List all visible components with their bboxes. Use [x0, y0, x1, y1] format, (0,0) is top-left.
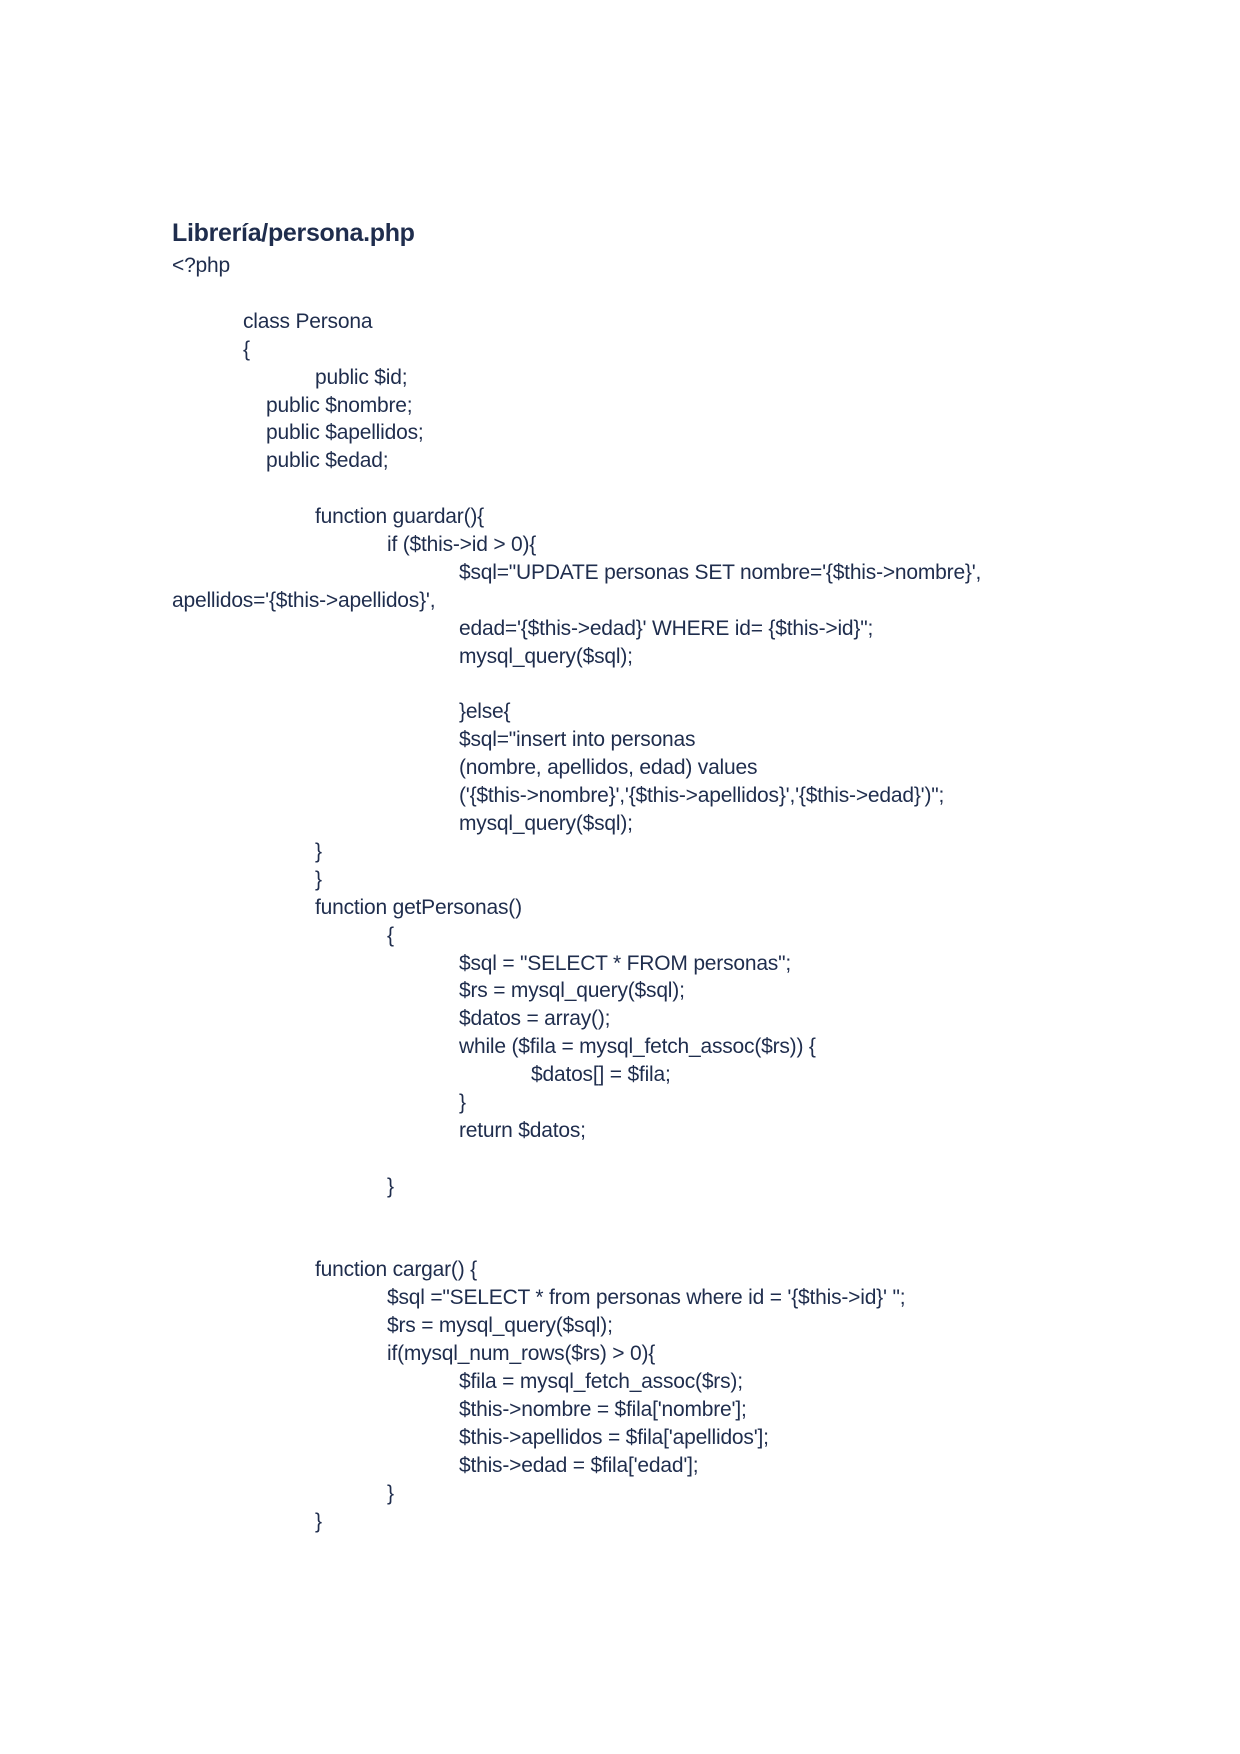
code-line: apellidos='{$this->apellidos}', — [172, 588, 436, 612]
code-line: { — [243, 337, 250, 361]
code-line: $this->edad = $fila['edad']; — [459, 1453, 699, 1477]
code-line: public $apellidos; — [266, 421, 424, 445]
code-line: public $id; — [315, 365, 408, 389]
code-line: while ($fila = mysql_fetch_assoc($rs)) { — [459, 1035, 816, 1059]
code-line: } — [387, 1481, 394, 1505]
code-line: } — [315, 839, 322, 863]
code-line: (nombre, apellidos, edad) values — [459, 756, 758, 780]
code-line: $sql = "SELECT * FROM personas"; — [459, 951, 791, 975]
code-line: return $datos; — [459, 1118, 586, 1142]
code-line: function cargar() { — [315, 1258, 477, 1282]
code-line: if(mysql_num_rows($rs) > 0){ — [387, 1342, 656, 1366]
code-line: $rs = mysql_query($sql); — [387, 1314, 613, 1338]
code-line: $fila = mysql_fetch_assoc($rs); — [459, 1370, 743, 1393]
code-line: { — [387, 923, 394, 947]
code-line: } — [459, 1091, 466, 1114]
code-line: } — [387, 1174, 394, 1198]
code-line: ('{$this->nombre}','{$this->apellidos}','{$this->edad}')"; — [459, 784, 945, 808]
code-line: public $nombre; — [266, 393, 413, 417]
code-line: mysql_query($sql); — [459, 644, 633, 668]
code-line: $sql="UPDATE personas SET nombre='{$this->nombre}', — [459, 560, 982, 584]
code-line: $rs = mysql_query($sql); — [459, 979, 685, 1003]
code-line: $sql ="SELECT * from personas where id = '{$this->id}' "; — [387, 1286, 906, 1310]
code-line: public $edad; — [266, 449, 389, 473]
code-line: function getPersonas() — [315, 895, 522, 919]
code-line: } — [315, 867, 322, 891]
code-line: class Persona — [243, 309, 373, 333]
code-line: $this->apellidos = $fila['apellidos']; — [459, 1425, 769, 1449]
code-line: <?php — [172, 254, 230, 277]
document-title: Librería/persona.php — [172, 219, 415, 247]
code-line: edad='{$this->edad}' WHERE id= {$this->id}"; — [459, 616, 874, 640]
code-line: }else{ — [459, 700, 511, 724]
code-line: $this->nombre = $fila['nombre']; — [459, 1397, 747, 1421]
code-line: $sql="insert into personas — [459, 728, 696, 752]
code-line: $datos[] = $fila; — [531, 1063, 671, 1087]
code-line: $datos = array(); — [459, 1007, 611, 1031]
code-line: if ($this->id > 0){ — [387, 533, 537, 556]
code-line: mysql_query($sql); — [459, 812, 633, 835]
code-line: } — [315, 1509, 322, 1533]
code-line: function guardar(){ — [315, 505, 484, 529]
